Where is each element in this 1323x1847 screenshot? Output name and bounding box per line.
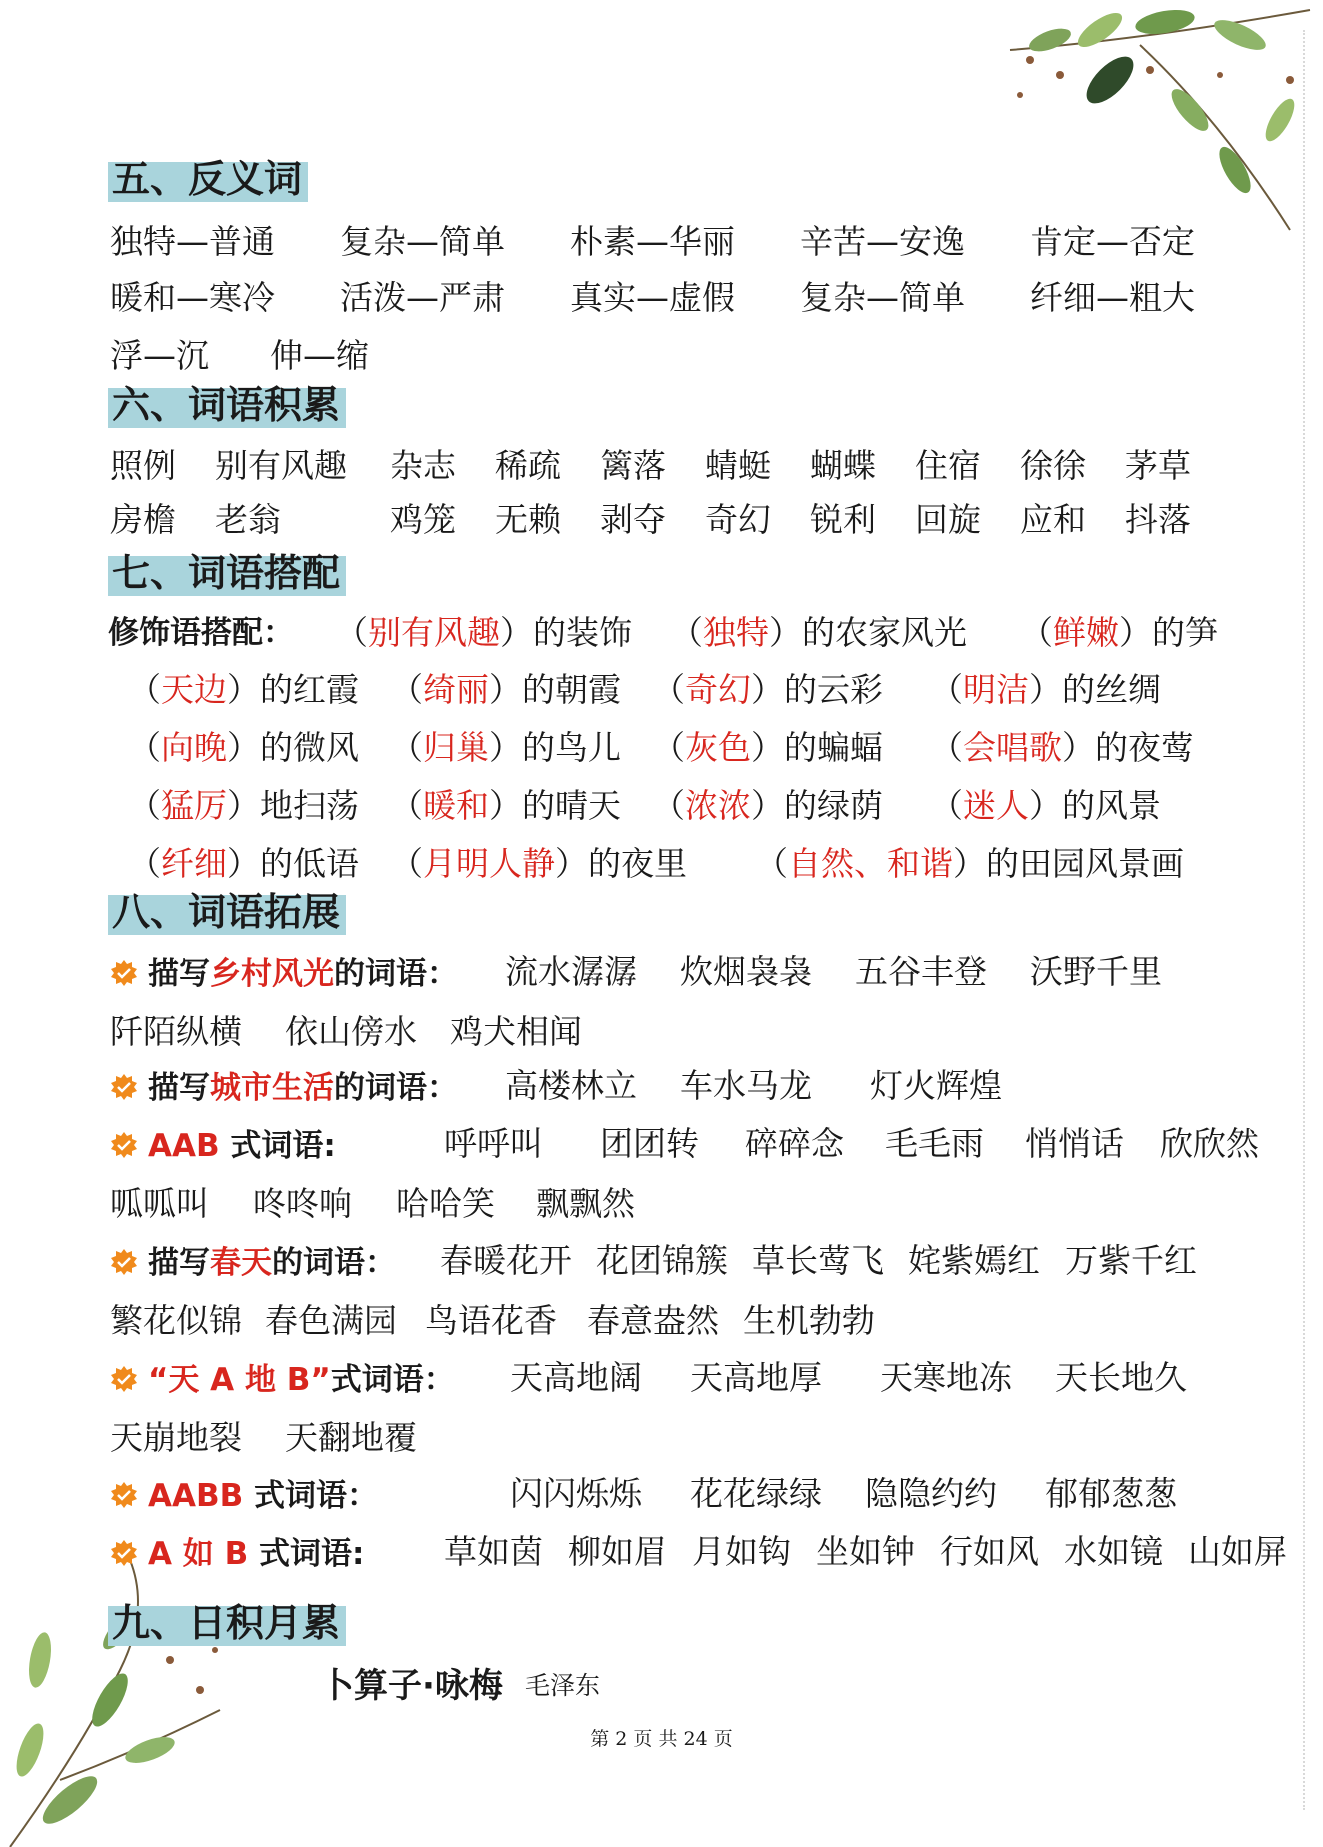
category-suffix: 的词语： <box>334 1070 458 1106</box>
modified-noun: 的低语 <box>260 844 359 883</box>
category-prefix: 描写 <box>148 1245 210 1281</box>
paren-open: （ <box>652 728 685 767</box>
collocation-item <box>335 607 632 654</box>
paren-open: （ <box>755 844 788 883</box>
section-5-title: 五、反义词 <box>108 152 308 206</box>
paren-close: ） <box>555 844 588 883</box>
category-suffix: 的词语： <box>272 1245 396 1281</box>
modifier: 纤细 <box>161 844 227 883</box>
expansion-word: 碎碎念 <box>745 1124 844 1163</box>
vocab-word: 篱落 <box>600 446 666 485</box>
antonym-pair: 纤细—粗大 <box>1030 278 1195 317</box>
collocation-item <box>652 664 883 711</box>
expansion-word: 草如茵 <box>444 1532 543 1571</box>
collocation-item <box>930 722 1194 769</box>
modifier: 浓浓 <box>685 786 751 825</box>
paren-close: ） <box>1029 786 1062 825</box>
collocation-item <box>930 664 1161 711</box>
expansion-word: 繁花似锦 <box>110 1301 242 1340</box>
vocab-word: 蝴蝶 <box>810 446 876 485</box>
vocab-word: 照例 <box>110 446 176 485</box>
modifier: 向晚 <box>161 728 227 767</box>
vocab-word: 稀疏 <box>495 446 561 485</box>
expansion-word: 万紫千红 <box>1065 1241 1197 1280</box>
expansion-word: 天长地久 <box>1055 1358 1187 1397</box>
antonym-pair: 独特—普通 <box>110 222 275 261</box>
expansion-word: 草长莺飞 <box>752 1241 884 1280</box>
category-key: AABB <box>148 1478 244 1514</box>
expansion-word: 郁郁葱葱 <box>1045 1474 1177 1513</box>
modifier: 别有风趣 <box>368 613 500 652</box>
modified-noun: 的夜莺 <box>1095 728 1194 767</box>
check-badge-icon <box>110 1248 138 1276</box>
collocation-item <box>652 780 883 827</box>
antonym-pair: 暖和—寒冷 <box>110 278 275 317</box>
category-suffix: 式词语: <box>219 1128 336 1164</box>
leaf-decoration-bottom-icon <box>0 1550 240 1847</box>
check-badge-icon <box>110 959 138 987</box>
category-key: 城市生活 <box>210 1070 334 1106</box>
modified-noun: 的红霞 <box>260 670 359 709</box>
modifier: 月明人静 <box>423 844 555 883</box>
category-key: 春天 <box>210 1245 272 1281</box>
expansion-word: 沃野千里 <box>1030 952 1162 991</box>
modifier: 天边 <box>161 670 227 709</box>
paren-open: （ <box>930 670 963 709</box>
vocab-word: 住宿 <box>915 446 981 485</box>
expansion-word: 花团锦簇 <box>596 1241 728 1280</box>
expansion-word: 春色满园 <box>265 1301 397 1340</box>
category-suffix: 的词语： <box>334 956 458 992</box>
antonym-pair: 朴素—华丽 <box>570 222 735 261</box>
modifier: 鲜嫩 <box>1053 613 1119 652</box>
collocation-item <box>1020 607 1218 654</box>
collocation-item <box>128 722 359 769</box>
category-prefix: 描写 <box>148 956 210 992</box>
antonym-pair: 浮—沉 <box>110 336 209 375</box>
vocab-word: 锐利 <box>810 500 876 539</box>
expansion-word: 呱呱叫 <box>110 1184 209 1223</box>
check-badge-icon <box>110 1073 138 1101</box>
expansion-category <box>110 1120 336 1165</box>
paren-open: （ <box>652 670 685 709</box>
paren-close: ） <box>489 786 522 825</box>
modifier: 归巢 <box>423 728 489 767</box>
poem-author: 毛泽东 <box>525 1671 601 1700</box>
paren-open: （ <box>930 728 963 767</box>
expansion-word: 姹紫嫣红 <box>908 1241 1040 1280</box>
modified-noun: 的绿荫 <box>784 786 883 825</box>
expansion-word: 飘飘然 <box>536 1184 635 1223</box>
category-key: 乡村风光 <box>210 956 334 992</box>
modifier: 暖和 <box>423 786 489 825</box>
expansion-word: 阡陌纵横 <box>110 1012 242 1051</box>
vocab-word: 剥夺 <box>600 500 666 539</box>
expansion-category <box>110 1354 455 1399</box>
expansion-word: 春暖花开 <box>440 1241 572 1280</box>
modifier: 绮丽 <box>423 670 489 709</box>
modified-noun: 地扫荡 <box>260 786 359 825</box>
collocation-item <box>390 664 621 711</box>
antonym-pair: 伸—缩 <box>270 336 369 375</box>
collocation-item <box>390 838 687 885</box>
paren-open: （ <box>652 786 685 825</box>
modified-noun: 的田园风景画 <box>986 844 1184 883</box>
collocation-item <box>670 607 967 654</box>
expansion-word: 团团转 <box>600 1124 699 1163</box>
vocab-word: 鸡笼 <box>390 500 456 539</box>
page-border <box>1297 30 1305 1810</box>
expansion-word: 毛毛雨 <box>885 1124 984 1163</box>
paren-open: （ <box>930 786 963 825</box>
paren-close: ） <box>489 670 522 709</box>
section-7-title: 七、词语搭配 <box>108 546 346 600</box>
expansion-word: 水如镜 <box>1064 1532 1163 1571</box>
antonym-pair: 复杂—简单 <box>340 222 505 261</box>
modified-noun: 的鸟儿 <box>522 728 621 767</box>
expansion-word: 天寒地冻 <box>880 1358 1012 1397</box>
modified-noun: 的朝霞 <box>522 670 621 709</box>
expansion-word: 山如屏 <box>1188 1532 1287 1571</box>
paren-open: （ <box>670 613 703 652</box>
expansion-category <box>110 1470 378 1515</box>
expansion-category <box>110 1062 458 1107</box>
collocation-item <box>128 838 359 885</box>
expansion-word: 悄悄话 <box>1025 1124 1124 1163</box>
category-suffix: 式词语: <box>248 1536 365 1572</box>
category-key: AAB <box>148 1128 220 1164</box>
section-8-title: 八、词语拓展 <box>108 885 346 939</box>
expansion-word: 坐如钟 <box>816 1532 915 1571</box>
antonym-pair: 真实—虚假 <box>570 278 735 317</box>
expansion-word: 鸟语花香 <box>425 1301 557 1340</box>
expansion-word: 欣欣然 <box>1160 1124 1259 1163</box>
modifier: 自然、和谐 <box>788 844 953 883</box>
section-6-title: 六、词语积累 <box>108 378 346 432</box>
paren-open: （ <box>390 786 423 825</box>
collocation-item <box>755 838 1184 885</box>
modifier: 奇幻 <box>685 670 751 709</box>
paren-open: （ <box>1020 613 1053 652</box>
modified-noun: 的晴天 <box>522 786 621 825</box>
paren-close: ） <box>751 670 784 709</box>
vocab-word: 老翁 <box>215 500 281 539</box>
paren-close: ） <box>227 670 260 709</box>
modified-noun: 的夜里 <box>588 844 687 883</box>
modifier: 猛厉 <box>161 786 227 825</box>
category-suffix: 式词语： <box>243 1478 379 1514</box>
modified-noun: 的风景 <box>1062 786 1161 825</box>
expansion-word: 天高地阔 <box>510 1358 642 1397</box>
expansion-word: 春意盎然 <box>587 1301 719 1340</box>
check-badge-icon <box>110 1365 138 1393</box>
expansion-word: 灯火辉煌 <box>870 1066 1002 1105</box>
antonym-pair: 辛苦—安逸 <box>800 222 965 261</box>
paren-close: ） <box>1029 670 1062 709</box>
collocation-item <box>930 780 1161 827</box>
antonym-pair: 活泼—严肃 <box>340 278 505 317</box>
category-suffix: 式词语： <box>330 1362 455 1398</box>
expansion-word: 闪闪烁烁 <box>510 1474 642 1513</box>
modifier: 独特 <box>703 613 769 652</box>
expansion-category <box>110 948 458 993</box>
expansion-word: 呼呼叫 <box>444 1124 543 1163</box>
paren-open: （ <box>390 670 423 709</box>
vocab-word: 房檐 <box>110 500 176 539</box>
vocab-word: 抖落 <box>1125 500 1191 539</box>
paren-close: ） <box>500 613 533 652</box>
expansion-word: 哈哈笑 <box>396 1184 495 1223</box>
vocab-word: 回旋 <box>915 500 981 539</box>
section-9-title: 九、日积月累 <box>108 1596 346 1650</box>
modified-noun: 的丝绸 <box>1062 670 1161 709</box>
modified-noun: 的微风 <box>260 728 359 767</box>
paren-close: ） <box>489 728 522 767</box>
antonym-pair: 复杂—简单 <box>800 278 965 317</box>
expansion-word: 天翻地覆 <box>285 1418 417 1457</box>
modifier: 迷人 <box>963 786 1029 825</box>
vocab-word: 徐徐 <box>1020 446 1086 485</box>
expansion-category <box>110 1237 396 1282</box>
expansion-word: 高楼林立 <box>505 1066 637 1105</box>
paren-open: （ <box>128 728 161 767</box>
vocab-word: 应和 <box>1020 500 1086 539</box>
modified-noun: 的蝙蝠 <box>784 728 883 767</box>
expansion-word: 五谷丰登 <box>855 952 987 991</box>
expansion-word: 花花绿绿 <box>690 1474 822 1513</box>
paren-close: ） <box>227 786 260 825</box>
expansion-word: 行如风 <box>940 1532 1039 1571</box>
expansion-category <box>110 1528 364 1573</box>
expansion-word: 鸡犬相闻 <box>450 1012 582 1051</box>
paren-open: （ <box>128 786 161 825</box>
modifier: 灰色 <box>685 728 751 767</box>
vocab-word: 无赖 <box>495 500 561 539</box>
paren-close: ） <box>227 844 260 883</box>
modifier: 明洁 <box>963 670 1029 709</box>
vocab-word: 奇幻 <box>705 500 771 539</box>
vocab-word: 别有风趣 <box>215 446 347 485</box>
check-badge-icon <box>110 1539 138 1567</box>
expansion-word: 炊烟袅袅 <box>680 952 812 991</box>
paren-open: （ <box>390 728 423 767</box>
expansion-word: 生机勃勃 <box>743 1301 875 1340</box>
expansion-word: 柳如眉 <box>568 1532 667 1571</box>
antonym-pair: 肯定—否定 <box>1030 222 1195 261</box>
check-badge-icon <box>110 1131 138 1159</box>
paren-close: ） <box>1119 613 1152 652</box>
paren-close: ） <box>769 613 802 652</box>
vocab-word: 茅草 <box>1125 446 1191 485</box>
expansion-word: 车水马龙 <box>680 1066 812 1105</box>
collocation-item <box>128 664 359 711</box>
expansion-word: 月如钩 <box>692 1532 791 1571</box>
paren-close: ） <box>227 728 260 767</box>
expansion-word: 天高地厚 <box>690 1358 822 1397</box>
expansion-word: 隐隐约约 <box>865 1474 997 1513</box>
category-key: A 如 B <box>148 1536 249 1572</box>
modified-noun: 的笋 <box>1152 613 1218 652</box>
vocab-word: 蜻蜓 <box>705 446 771 485</box>
category-prefix: 描写 <box>148 1070 210 1106</box>
expansion-word: 咚咚响 <box>253 1184 352 1223</box>
paren-open: （ <box>390 844 423 883</box>
modified-noun: 的装饰 <box>533 613 632 652</box>
paren-close: ） <box>751 786 784 825</box>
check-badge-icon <box>110 1481 138 1509</box>
collocation-item <box>652 722 883 769</box>
collocation-item <box>390 722 621 769</box>
expansion-word: 流水潺潺 <box>505 952 637 991</box>
expansion-word: 天崩地裂 <box>110 1418 242 1457</box>
poem-title: 卜算子·咏梅 <box>320 1666 503 1706</box>
paren-open: （ <box>128 844 161 883</box>
paren-open: （ <box>335 613 368 652</box>
paren-close: ） <box>751 728 784 767</box>
collocation-item <box>390 780 621 827</box>
vocab-word: 杂志 <box>390 446 456 485</box>
modified-noun: 的农家风光 <box>802 613 967 652</box>
collocation-item <box>128 780 359 827</box>
paren-close: ） <box>953 844 986 883</box>
expansion-word: 依山傍水 <box>285 1012 417 1051</box>
category-key: “天 A 地 B” <box>148 1362 331 1398</box>
page-footer: 第 2 页 共 24 页 <box>590 1728 733 1750</box>
modified-noun: 的云彩 <box>784 670 883 709</box>
paren-close: ） <box>1062 728 1095 767</box>
paren-open: （ <box>128 670 161 709</box>
collocation-lead: 修饰语搭配： <box>108 615 294 651</box>
modifier: 会唱歌 <box>963 728 1062 767</box>
